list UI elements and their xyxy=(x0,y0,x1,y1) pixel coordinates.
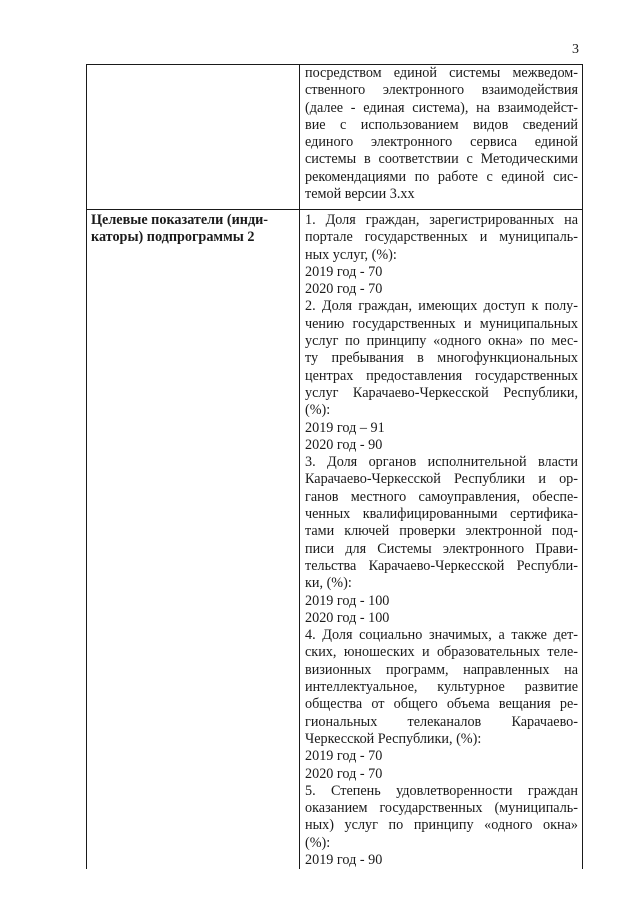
text-line: интеллектуальное, культурное развитие xyxy=(305,679,578,696)
text-line: ту пребывания в многофункциональных xyxy=(305,350,578,367)
text-line: 1. Доля граждан, зарегистрированных на xyxy=(305,212,578,228)
text-line: гиональных телеканалов Карачаево- xyxy=(305,713,578,730)
text-line: 4. Доля социально значимых, а также дет- xyxy=(305,627,578,644)
text-line: 2019 год - 70 xyxy=(305,748,383,765)
text-line: посредством единой системы межведом- xyxy=(305,65,578,81)
text-line: (%): xyxy=(305,834,331,851)
row-value-target-indicators xyxy=(300,210,583,870)
text-line: 2020 год - 70 xyxy=(305,765,383,782)
text-line: писи для Системы электронного Прави- xyxy=(305,540,578,557)
text-line: 2019 год - 90 xyxy=(305,851,383,868)
text-line: тельства Карачаево-Черкесской Республи- xyxy=(305,557,578,574)
table-row xyxy=(87,65,583,210)
text-line: Карачаево-Черкесской Республики и ор- xyxy=(305,471,578,488)
text-line: 2019 год – 91 xyxy=(305,419,385,436)
text-line: центрах предоставления государственных xyxy=(305,367,578,384)
label-line: Целевые показатели (инди- xyxy=(91,212,269,228)
text-line: портале государственных и муниципаль- xyxy=(305,229,578,246)
text-line: 2019 год - 100 xyxy=(305,592,390,609)
text-line: ки, (%): xyxy=(305,575,352,592)
text-line: 2. Доля граждан, имеющих доступ к полу- xyxy=(305,298,578,315)
text-line: единого электронного сервиса единой xyxy=(305,134,578,151)
text-line: 5. Степень удовлетворенности граждан xyxy=(305,782,578,799)
text-line: Черкесской Республики, (%): xyxy=(305,730,482,747)
text-line: 2019 год - 70 xyxy=(305,263,383,280)
text-line: ных) услуг по принципу «одного окна» xyxy=(305,817,578,834)
text-line: ственного электронного взаимодействия xyxy=(305,82,578,99)
text-line: ганов местного самоуправления, обеспе- xyxy=(305,488,578,505)
program-passport-table xyxy=(86,64,583,869)
row-value-continued xyxy=(300,65,583,210)
text-line: 2020 год - 90 xyxy=(305,436,383,453)
text-line: ских, юношеских и образовательных теле- xyxy=(305,644,578,661)
table-row xyxy=(87,210,583,870)
text-line: (%): xyxy=(305,402,331,419)
text-line: услуг по принципу «одного окна» по мес- xyxy=(305,333,578,350)
text-line: 3. Доля органов исполнительной власти xyxy=(305,454,578,471)
text-line: общества от общего объема вещания ре- xyxy=(305,696,578,713)
text-line: (далее - единая система), на взаимодейст- xyxy=(305,99,578,116)
text-line: визионных программ, направленных на xyxy=(305,661,578,678)
text-line: чению государственных и муниципальных xyxy=(305,315,578,332)
text-line: ных услуг, (%): xyxy=(305,246,397,263)
page-number: 3 xyxy=(572,42,579,57)
text-line: системы в соответствии с Методическими xyxy=(305,151,578,168)
text-line: 2020 год - 100 xyxy=(305,609,390,626)
text-line: услуг Карачаево-Черкесской Республики, xyxy=(305,384,578,401)
text-line: темой версии 3.хх xyxy=(305,186,415,203)
text-line: вие с использованием видов сведений xyxy=(305,116,578,133)
text-line: 2020 год - 70 xyxy=(305,281,383,298)
text-line: оказанием государственных (муниципаль- xyxy=(305,800,578,817)
label-line: каторы) подпрограммы 2 xyxy=(91,229,255,246)
text-line: ченных квалифицированными сертифика- xyxy=(305,506,578,523)
row-label-target-indicators xyxy=(87,210,300,870)
text-line: рекомендациями по работе с единой сис- xyxy=(305,168,578,185)
text-line: тами ключей проверки электронной под- xyxy=(305,523,578,540)
row-label-empty xyxy=(87,65,300,210)
